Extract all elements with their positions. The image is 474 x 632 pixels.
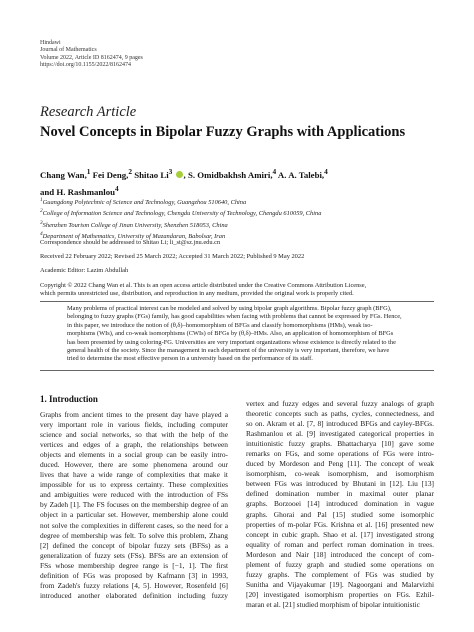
affiliation-sup: 1 (40, 197, 43, 203)
copyright-line: Copyright © 2022 Chang Wan et al. This is an open access article distributed under the Creative Commons Attribution License, (40, 282, 367, 289)
body-line: object in a particular set. However, membership alone could (40, 510, 228, 520)
author-affil-sup: 2 (128, 167, 132, 176)
affiliation-sup: 3 (40, 219, 43, 226)
orcid-icon[interactable] (176, 171, 183, 178)
body-line: Rashmanlou et al. [9] investigated categorical properties in (246, 429, 434, 439)
body-line: lives that have a wide range of complexities that make it (40, 470, 228, 480)
body-line: objects and elements in a social group can be easily intro- (40, 450, 228, 460)
right-column (246, 399, 434, 610)
body-line: definition of FGs was proposed by Kafmann [3] in 1993, (40, 570, 228, 580)
affiliation-sup: 2 (40, 208, 43, 215)
body-line: remarks on FGs, and some operations of FGs were intro- (246, 449, 434, 459)
body-line: theoretic concepts such as paths, cycles, connectedness, and (246, 409, 434, 419)
body-line: vertex and fuzzy edges and several fuzzy analogs of graph (246, 399, 434, 408)
author-name: S. Omidbakhsh Amiri, (187, 169, 273, 180)
author-name: Fei Deng, (92, 169, 129, 180)
abstract-line: Many problems of practical interest can be modeled and solved by using bipolar graph algorithms. Bipolar fuzzy graph (BFG), (67, 305, 392, 312)
body-line: very important role in various fields, including computer (40, 420, 228, 430)
author-affil-sup: 4 (115, 183, 119, 193)
body-line: so on. Akram et al. [7, 8] introduced BFGs and cayley-BFGs. (246, 419, 434, 429)
author-name: A. A. Talebi, (277, 169, 325, 180)
body-line: Sunitha and Vijayakumar [19]. Nagoorgani and Malarvizhi (246, 579, 434, 589)
dates: Received 22 February 2022; Revised 25 March 2022; Accepted 31 March 2022; Published 9 May 2022 (40, 253, 305, 260)
body-line: intuitionistic fuzzy graphs. Bhattacharya [10] gave some (246, 439, 434, 449)
abstract-line: tried to determine the most effective person in a university based on the performance of its staff. (67, 355, 313, 363)
body-line: degree of membership was felt. To solve this problem, Zhang (40, 530, 228, 540)
affiliations (40, 196, 321, 241)
body-line: science and social networks, so that with the help of the (40, 430, 228, 440)
abstract (67, 305, 434, 364)
correspondence: Correspondence should be addressed to Shitao Li; li_st@sz.jnu.edu.cn (40, 239, 221, 246)
body-line: by Zadeh [1]. The FS focuses on the membership degree of an (40, 500, 228, 510)
body-line: properties of m-polar FGs. Krishna et al. [16] presented new (246, 519, 434, 529)
article-type: Research Article (40, 104, 137, 120)
affiliation-item (40, 207, 321, 218)
abstract-line: in this paper, we introduce the notion of (θ,δ)–homomorphism of BFGs and classify homomorphisms (HMs), weak iso- (67, 321, 373, 329)
journal-header (40, 40, 143, 70)
author-affil-sup: 4 (272, 167, 277, 176)
body-line: graphs. Borzooei [14] introduced domination in vague (246, 499, 434, 509)
volume-line: Volume 2022, Article ID 8162474, 9 pages (40, 54, 143, 61)
doi-link[interactable]: https://doi.org/10.1155/2022/8162474 (40, 62, 132, 69)
body-line: from Zadeh's fuzzy relations [4, 5]. However, Rosenfeld [6] (40, 580, 228, 590)
author-affil-sup: 1 (86, 167, 91, 176)
publisher-name: Hindawi (40, 40, 61, 46)
body-line: maran et al. [21] studied morphism of bipolar intuitionistic (246, 599, 420, 609)
affiliation-item (40, 219, 321, 230)
body-line: Graphs from ancient times to the present day have played a (40, 410, 228, 419)
body-line: [20] investigated isomorphism properties on FGs. Ezhil- (246, 589, 434, 599)
body-line: impossible for us to express certainty. These complexities (40, 480, 228, 490)
abstract-bottom-rule (40, 370, 434, 371)
body-line: duced by Mordeson and Peng [11]. The concept of weak (246, 459, 434, 469)
section-heading: 1. Introduction (40, 394, 98, 404)
body-line: duced. However, there are some phenomena around our (40, 460, 228, 470)
affiliation-sup: 4 (40, 230, 43, 237)
body-line: equality of roman and perfect roman domination in trees. (246, 539, 434, 549)
paper-title: Novel Concepts in Bipolar Fuzzy Graphs with Applications (40, 124, 406, 140)
body-line: fuzzy graphs. The complement of FGs was studied by (246, 569, 434, 579)
author-affil-sup: 3 (168, 167, 173, 176)
abstract-line: general health of the society. Since the management in each department of the university is very important, therefore, we have (67, 347, 390, 355)
author-name: Shitao Li (134, 169, 169, 180)
abstract-line: has been presented by using coloring-FG. Universities are very important organizations whose existence is directly related to the (67, 338, 396, 346)
body-line: not solve the complexities in different cases, so the need for a (40, 520, 228, 530)
academic-editor: Academic Editor: Lazim Abdullah (40, 267, 129, 274)
body-line: between FGs was introduced by Bhutani in [12]. Liu [13] (246, 479, 434, 489)
affiliation-text: Department of Mathematics, University of Mazandaran, Babolsar, Iran (42, 233, 226, 241)
body-line: plement of fuzzy graph and studied some operations on (246, 559, 434, 569)
journal-name: Journal of Mathematics (40, 47, 97, 54)
author-name: and H. Rashmanlou (40, 186, 116, 197)
abstract-line: belonging to fuzzy graphs (FGs) family, has good capabilities when facing with problems that cannot be expressed by FGs. Hence, (67, 313, 402, 321)
author-name: Chang Wan, (40, 169, 87, 180)
body-line: graphs. Ghorai and Pal [15] studied some isomorphic (246, 509, 434, 519)
body-line: introduced another elaborated definition including fuzzy (40, 590, 228, 600)
body-line: isomorphism, co-weak isomorphism, and isomorphism (246, 469, 434, 479)
affiliation-text: Guangdong Polytechnic of Science and Technology, Guangzhou 510640, China (42, 199, 247, 207)
affiliation-item (40, 196, 321, 207)
body-line: and ambiguities were reduced with the introduction of FSs (40, 490, 228, 500)
body-line: defined domination number in maximal outer planar (246, 489, 434, 499)
abstract-top-rule (40, 301, 434, 302)
body-line: [2] defined the concept of bipolar fuzzy sets (BFSs) as a (40, 540, 228, 550)
body-line: concept in cubic graph. Shao et al. [17] investigated strong (246, 529, 434, 539)
copyright-line: which permits unrestricted use, distribution, and reproduction in any medium, provided the original work is properly cited. (40, 290, 354, 298)
author-affil-sup: 4 (324, 167, 328, 176)
author-list: Chang Wan,$^1$ Fei Deng,$^2$ Shitao Li$^3$ , S. Omidbakhsh Amiri,$^4$ A. A. Talebi,$^4$ and H. Rashmanlou$^4$ (40, 167, 328, 197)
abstract-line: morphisms (WIs), and co-weak isomorphisms (CWIs) of BFGs by (θ,δ)–HMs. Also, an application of homomorphism of BFGs (67, 330, 394, 338)
left-column (40, 410, 228, 601)
copyright-notice (40, 282, 434, 299)
affiliation-text: College of Information Science and Technology, Chengdu University of Technology, Chengdu 610059, China (42, 210, 322, 218)
body-line: generalization of fuzzy sets (FSs). BFSs are an extension of (40, 550, 228, 560)
affiliation-text: Shenzhen Tourism College of Jinan University, Shenzhen 518053, China (42, 221, 228, 229)
body-line: Mordeson and Nair [18] introduced the concept of com- (246, 549, 434, 559)
body-line: vertices and edges of a graph, the relationships between (40, 440, 228, 450)
body-line: FSs whose membership degree range is [−1, 1]. The first (40, 560, 228, 570)
